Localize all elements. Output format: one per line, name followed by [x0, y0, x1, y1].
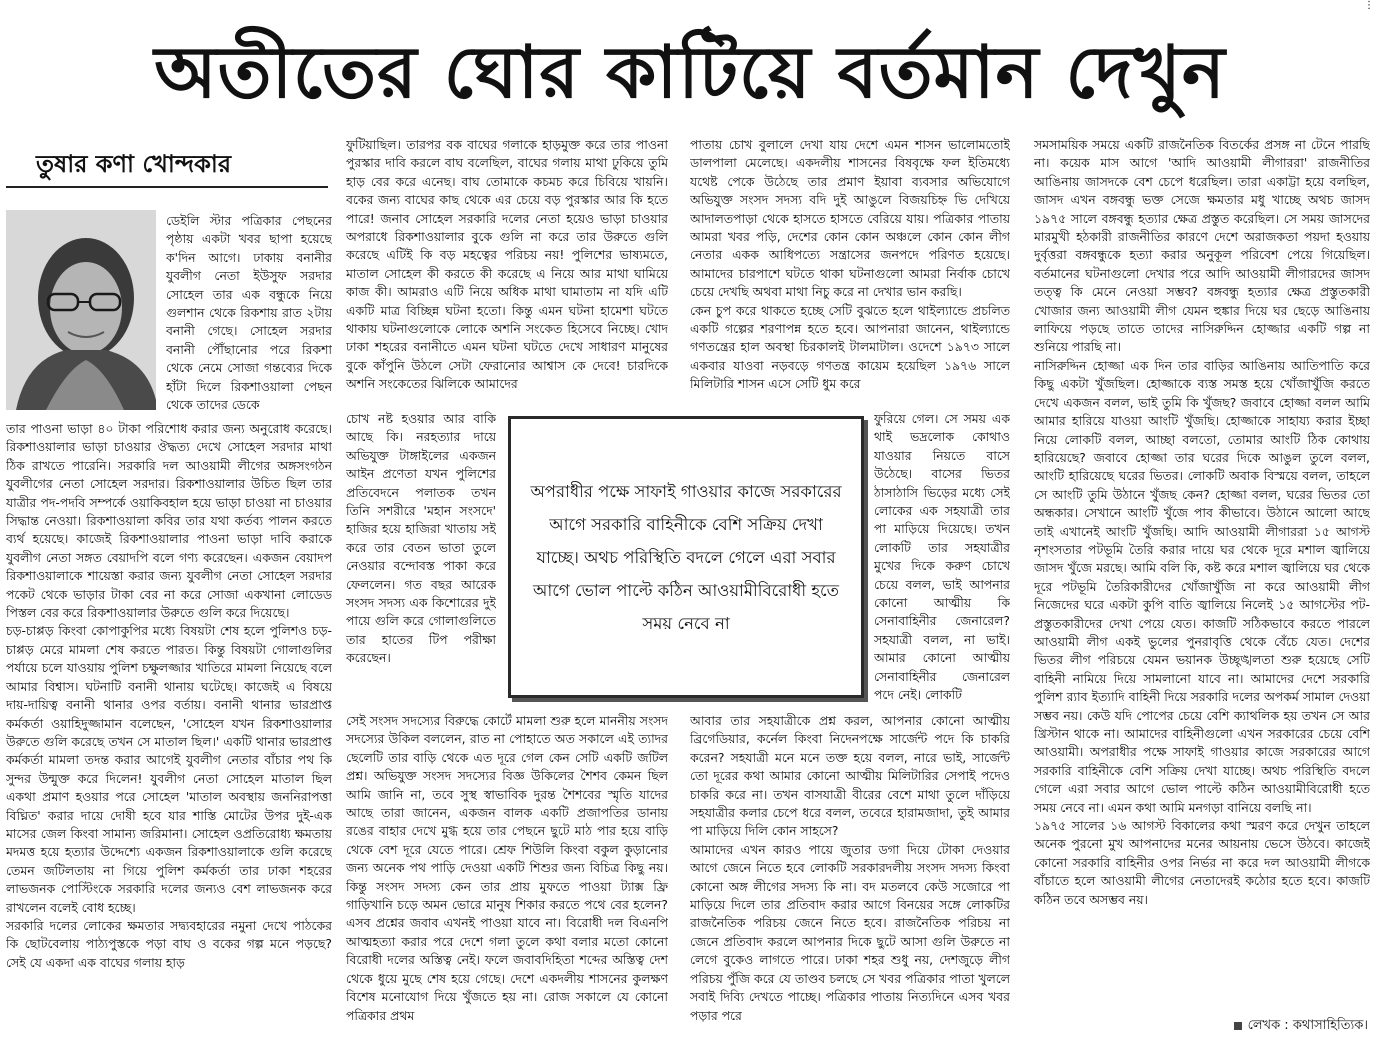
column-1-top — [166, 212, 332, 418]
headline: অতীতের ঘোর কাটিয়ে বর্তমান দেখুন — [154, 29, 1226, 114]
pull-quote-text: অপরাধীর পক্ষে সাফাই গাওয়ার কাজে সরকারের আগে সরকারি বাহিনীকে বেশি সক্রিয় দেখা যাচ্ছে। অথচ পরিস্থিতি বদলে গেলে এরা সবার আগে ভোল পাল্টে কঠিন আওয়ামীবিরোধী হতে সময় নেবে না — [530, 481, 842, 633]
column-1-bottom — [6, 420, 332, 1046]
column-3-bottom — [690, 712, 1010, 1046]
author-byline: তুষার কণা খোন্দকার — [36, 149, 232, 178]
paragraph: ফুরিয়ে গেল। সে সময় এক থাই ভদ্রলোক কোথাও যাওয়ার নিয়তে বাসে উঠেছে। বাসের ভিতর ঠাসাঠাসি ভিড়ের মধ্যে সেই লোকের এক সহযাত্রী তার পা মাড়িয়ে দিয়েছে। তখন লোকটি তার সহযাত্রীর মুখের দিকে করুণ চোখে চেয়ে বলল, ভাই আপনার কোনো আত্মীয় কি সেনাবাহিনীর জেনারেল? সহযাত্রী বলল, না ভাই। আমার কোনো আত্মীয় সেনাবাহিনীর জেনারেল পদে নেই। লোকটি — [874, 411, 1010, 703]
paragraph: চড়-চাপ্পড় কিংবা কোপাকুপির মধ্যে বিষয়টা শেষ হলে পুলিশও চড়-চাপ্পড় মেরে মামলা শেষ করতে পারত। কিন্তু বিষয়টা গোলাগুলির পর্যায়ে চলে যাওয়ায় পুলিশ চক্ষুলজ্জার খাতিরে মামলা নিয়েছে বলে আমার বিশ্বাস। ঘটনাটি বনানী থানায় ঘটেছে। কাজেই এ বিষয়ে দায়-দায়িত্ব বনানী থানার ওপর বর্তায়। বনানী থানার ভারপ্রাপ্ত কর্মকর্তা ওয়াহিদুজ্জামান বলেছেন, 'সোহেল যখন রিকশাওয়ালার উরুতে গুলি করেছে তখন সে মাতাল ছিল।' একটি থানার ভারপ্রাপ্ত কর্মকর্তা মামলা তদন্ত করার আগেই যুবলীগ নেতার বাঁচার পথ কি সুন্দর উন্মুক্ত করে দিলেন! যুবলীগ নেতা সোহেল মাতাল ছিল একথা প্রমাণ হওয়ার পরে সোহেল 'মাতাল অবস্থায় জননিরাপত্তা বিঘ্নিত' করার দায়ে দোষী হবে যার শাস্তি মোটের উপর দুই-এক মাসের জেল কিংবা সামান্য জরিমানা। সোহেল ওপ্রতিরোধ্য ক্ষমতায় মদমত্ত হয়ে হত্যার উদ্দেশ্যে একজন রিকশাওয়ালাকে গুলি করেছে তেমন জটিলতায় না গিয়ে পুলিশ কর্মকর্তা তার ঢাকা শহরের লাভজনক পোস্টিংকে সরকারি দলের জন্যও বেশ লাভজনক করে রাখলেন বলেই বোধ হচ্ছে। — [6, 623, 332, 915]
paragraph: আবার তার সহযাত্রীকে প্রশ্ন করল, আপনার কোনো আত্মীয় ব্রিগেডিয়ার, কর্নেল কিংবা নিদেনপক্ষে সার্জেন্ট পদে কি চাকরি করেন? সহযাত্রী মনে মনে তক্ত হয়ে বলল, নারে ভাই, সার্জেন্ট তো দূরের কথা আমার কোনো আত্মীয় মিলিটারির সেপাই পদেও চাকরি করে না। তখন বাসযাত্রী বীরের বেশে মাথা তুলে দাঁড়িয়ে সহযাত্রীর কলার চেপে ধরে বলল, তবেরে হারামজাদা, তুই আমার পা মাড়িয়ে দিলি কোন সাহসে? — [690, 713, 1010, 839]
column-3-top — [690, 136, 1010, 406]
paragraph: নাসিরুদ্দিন হোজ্জা এক দিন তার বাড়ির আঙিনায় আতিপাতি করে কিছু একটা খুঁজছিল। হোজ্জাকে ব্যস্ত সমস্ত হয়ে খোঁজাখুঁজি করতে দেখে একজন বলল, ভাই তুমি কি খুঁজছ? জবাবে হোজ্জা বলল আমি আমার হারিয়ে যাওয়া আংটি খুঁজছি। হোজ্জাকে সাহায্য করার ইচ্ছা নিয়ে লোকটি বলল, আচ্ছা বলতো, তোমার আংটি ঠিক কোথায় হারিয়েছে? জবাবে হোজ্জা তার ঘরের দিকে আঙুল তুলে বলল, আংটি হারিয়েছে ঘরের ভিতর। লোকটি অবাক বিস্ময়ে বলল, তাহলে সে আংটি তুমি উঠানে খুঁজছ কেন? হোজ্জা বলল, ঘরের ভিতর তো অন্ধকার। সেখানে আংটি খুঁজে পাব কীভাবে। উঠানে আলো আছে তাই এখানেই আংটি খুঁজছি। আদি আওয়ামী লীগাররা ১৫ আগস্ট নৃশংসতার পটভূমি তৈরি করার দায়ে ঘর থেকে দূরে মশাল জ্বালিয়ে জাসদ খুঁজে মরছে। আমি বলি কি, কষ্ট করে মশাল জ্বালিয়ে ঘর থেকে দূরে পটভূমি তৈরিকারীদের খোঁজাখুঁজি না করে আওয়ামী লীগ নিজেদের ঘরে একটা কুপি বাতি জ্বালিয়ে নিলেই ১৫ আগস্টের পট-প্রস্তুতকারীদের দেখা পেয়ে যেত। কাজটি সঠিকভাবে করতে পারলে আওয়ামী লীগ একই ভুলের পুনরাবৃত্তি থেকে বেঁচে যেত। দেশের ভিতর লীগ পরিচয়ে যেমন ভয়ানক উচ্ছৃঙ্খলতা শুরু হয়েছে সেটি বাহিনী নামিয়ে দিয়ে সামলানো যাবে না। আমাদের দেশে সরকারি পুলিশ র‍্যাব ইত্যাদি বাহিনী দিয়ে সরকারি দলের অপকর্ম সামাল দেওয়া সম্ভব নয়। কেউ যদি পোপের চেয়ে বেশি ক্যাথলিক হয় তখন সে আর খ্রিস্টান থাকে না। আমাদের বাহিনীগুলো এখন সরকারের চেয়ে বেশি আওয়ামী। অপরাধীর পক্ষে সাফাই গাওয়ার কাজে সরকারের আগে সরকারি বাহিনীকে বেশি সক্রিয় দেখা যাচ্ছে। অথচ পরিস্থিতি বদলে গেলে এরা সবার আগে ভোল পাল্টে কঠিন আওয়ামীবিরোধী হতে সময় নেবে না। এমন কথা আমি মনগড়া বানিয়ে বলছি না। — [1034, 357, 1370, 815]
byline-rule — [6, 186, 328, 188]
pull-quote-box — [508, 416, 864, 698]
paragraph: তার পাওনা ভাড়া ৪০ টাকা পরিশোধ করার জন্য অনুরোধ করেছে। রিকশাওয়ালার ভাড়া চাওয়ার ঔদ্ধত্য দেখে সোহেল সরদার মাথা ঠিক রাখতে পারেনি। সরকারি দল আওয়ামী লীগের অঙ্গসংগঠন যুবলীগের নেতা সোহেল সরদার। রিকশাওয়ালার উচিত ছিল তার যাত্রীর পদ-পদবি সম্পর্কে ওয়াকিবহাল হয়ে ভাড়া চাওয়া না চাওয়ার সিদ্ধান্ত নেওয়া। রিকশাওয়ালা কবির তার যথা কর্তব্য পালন করতে ব্যর্থ হয়েছে। কাজেই রিকশাওয়ালার পাওনা ভাড়া দাবি করাকে যুবলীগ নেতা সঙ্গত বেয়াদপি বলে গণ্য করেছেন। একজন বেয়াদপ রিকশাওয়ালাকে শায়েস্তা করার জন্য যুবলীগ নেতা সোহেল সরদার পকেট থেকে ভাড়ার টাকা বের না করে সোজা একখানা লোডেড পিস্তল বের করে রিকশাওয়ালার উরুতে গুলি করে দিয়েছে। — [6, 421, 332, 621]
paragraph: আমাদের এখন কারও পায়ে জুতার ডগা দিয়ে টোকা দেওয়ার আগে জেনে নিতে হবে লোকটি সরকারদলীয় সংসদ সদস্য কিংবা কোনো অঙ্গ লীগের সদস্য কি না। বদ মতলবে কেউ সজোরে পা মাড়িয়ে দিলে তার প্রতিবাদ করার আগে বিনয়ের সঙ্গে লোকটির রাজনৈতিক পরিচয় জেনে নিতে হবে। রাজনৈতিক পরিচয় না জেনে প্রতিবাদ করলে আপনার দিকে ছুটে আসা গুলি উরুতে না লেগে বুকেও লাগতে পারে। ঢাকা শহর শুধু নয়, দেশজুড়ে লীগ পরিচয় পুঁজি করে যে তাণ্ডব চলছে সে খবর পত্রিকার পাতা খুললে সবাই দিব্যি দেখতে পাচ্ছে। পত্রিকার পাতায় নিত্যদিনে এসব খবর পড়ার পরে — [690, 841, 1010, 1023]
column-2-bottom — [346, 712, 668, 1046]
paragraph: সমসাময়িক সময়ে একটি রাজনৈতিক বিতর্কের প্রসঙ্গ না টেনে পারছি না। কয়েক মাস আগে 'আদি আওয়ামী লীগাররা' রাজনীতির আঙিনায় জাসদকে বেশ চেপে ধরেছিল। তারা একাট্টা হয়ে বলছিল, জাসদ এখন বঙ্গবন্ধু ভক্ত সেজে ক্ষমতার মধু খাচ্ছে অথচ জাসদ ১৯৭৫ সালে বঙ্গবন্ধু হত্যার ক্ষেত্র প্রস্তুত করেছিল। সে সময় জাসদের মারমুখী হঠকারী রাজনীতির কারণে দেশে অরাজকতা পয়দা হওয়ায় দুর্বৃত্তরা বঙ্গবন্ধুকে হত্যা করার অনুকূল পরিবেশ পেয়ে গিয়েছিল। বর্তমানের ঘটনাগুলো দেখার পরে আদি আওয়ামী লীগারদের জাসদ তত্ত্ব কি মেনে নেওয়া সম্ভব? বঙ্গবন্ধু হত্যার ক্ষেত্র প্রস্তুতকারী খোজার জন্য আওয়ামী লীগ যেমন হুঙ্কার দিয়ে ঘর ছেড়ে আঙিনায় লাফিয়ে পড়ছে তাতে তাদের নাসিরুদ্দিন হোজ্জার একটি গল্প না শুনিয়ে পারছি না। — [1034, 137, 1370, 355]
page-corner-mark: ⋮ — [1364, 0, 1374, 11]
paragraph: কেন চুপ করে থাকতে হচ্ছে সেটি বুঝতে হলে থাইল্যান্ডে প্রচলিত একটি গল্পের শরণাপন্ন হতে হবে। আপনারা জানেন, থাইল্যান্ডে গণতন্ত্রের হাল অবস্থা চিরকালই টালমাটাল। ওদেশে ১৯৭৩ সালে একবার যাওবা নড়বড়ে গণতন্ত্র কায়েম হয়েছিল ১৯৭৬ সালে মিলিটারি শাসন এসে সেটি ধুম করে — [690, 302, 1010, 392]
column-3-middle — [874, 410, 1010, 710]
paragraph: পাতায় চোখ বুলালে দেখা যায় দেশে এমন শাসন ভালোমতোই ডালপালা মেলেছে। একদলীয় শাসনের বিষবৃক্ষে ফল ইতিমধ্যে যথেষ্ট পেকে উঠেছে তার প্রমাণ ইয়াবা ব্যবসার অভিযোগে অভিযুক্ত সংসদ সদস্য বদি দুই আঙুলে বিজয়চিহ্ন ভি দেখিয়ে আদালতপাড়া থেকে হাসতে হাসতে বেরিয়ে যায়। পত্রিকার পাতায় আমরা খবর পড়ি, দেশের কোন কোন অঞ্চলে কোন কোন লীগ নেতার একক আধিপত্যে সন্ত্রাসের জনপদে পরিণত হয়েছে। আমাদের চারপাশে ঘটতে থাকা ঘটনাগুলো আমরা নির্বাক চোখে চেয়ে দেখছি অথবা মাথা নিচু করে না দেখার ভান করছি। — [690, 137, 1010, 300]
paragraph: সেই সংসদ সদস্যের বিরুদ্ধে কোর্টে মামলা শুরু হলে মাননীয় সংসদ সদস্যের উকিল বললেন, রাত না পোহাতে অত সকালে এই ত্যাদর ছেলেটি তার বাড়ি থেকে এত দূরে গেল কেন সেটি একটি জটিল প্রশ্ন। অভিযুক্ত সংসদ সদস্যের বিজ্ঞ উকিলের শৈশব কেমন ছিল আমি জানি না, তবে সুস্থ স্বাভাবিক দুরন্ত শৈশবের স্মৃতি যাদের আছে তারা জানেন, একজন বালক একটি প্রজাপতির ডানায় রঙের বাহার দেখে মুগ্ধ হয়ে তার পেছনে ছুটে মাঠ পার হয়ে বাড়ি থেকে বেশ দূরে যেতে পারে। শ্রেফ শিউলি কিংবা বকুল কুড়ানোর জন্য অনেক পথ পাড়ি দেওয়া একটি শিশুর জন্য বিচিত্র কিছু নয়। কিন্তু সংসদ সদস্য কেন তার প্রায় মুফতে পাওয়া ট্যাক্স ফ্রি গাড়িখানি চড়ে অমন ভোরে মানুষ শিকার করতে পথে বের হলেন? এসব প্রশ্নের জবাব এখনই পাওয়া যাবে না। বিরোধী দল বিএনপি আত্মহত্যা করার পরে দেশে গলা তুলে কথা বলার মতো কোনো বিরোধী দলের অস্তিত্ব নেই। ফলে জবাবদিহিতা শব্দের অস্তিত্ব দেশ থেকে ধুয়ে মুছে শেষ হয়ে গেছে। দেশে একদলীয় শাসনের কুলক্ষণ বিশেষ মনোযোগ দিয়ে খুঁজতে হয় না। রোজ সকালে যে কোনো পত্রিকার প্রথম — [346, 713, 668, 1023]
author-portrait — [6, 210, 156, 410]
author-credit — [1234, 1016, 1368, 1036]
column-2-top — [346, 136, 668, 406]
author-credit-text: লেখক : কথাসাহিত্যিক। — [1247, 1018, 1368, 1033]
column-4 — [1034, 136, 1370, 1012]
paragraph: চোখ নষ্ট হওয়ার আর বাকি আছে কি। নরহত্যার দায়ে অভিযুক্ত টাঙ্গাইলের একজন আইন প্রণেতা যখন পুলিশের প্রতিবেদনে পলাতক তখন তিনি সশরীরে 'মহান সংসদে' হাজির হয়ে হাজিরা খাতায় সই করে তার বেতন ভাতা তুলে নেওয়ার বন্দোবস্ত পাকা করে ফেললেন। গত বছর আরেক সংসদ সদস্য এক কিশোরের দুই পায়ে গুলি করে গোলাগুলিতে তার হাতের টিপ পরীক্ষা করেছেন। — [346, 411, 496, 666]
paragraph: ডেইলি স্টার পত্রিকার পেছনের পৃষ্ঠায় একটা খবর ছাপা হয়েছে ক'দিন আগে। ঢাকায় বনানীর যুবলীগ নেতা ইউসুফ সরদার সোহেল তার এক বন্ধুকে নিয়ে গুলশান থেকে রিকশায় রাত ২টায় বনানী গেছে। সোহেল সরদার বনানী পৌঁছানোর পরে রিকশা থেকে নেমে সোজা গন্তব্যের দিকে হাঁটা দিলে রিকশাওয়ালা পেছন থেকে তাদের ডেকে — [166, 213, 332, 413]
square-bullet-icon — [1234, 1022, 1242, 1030]
paragraph: ১৯৭৫ সালের ১৬ আগস্ট বিকালের কথা স্মরণ করে দেখুন তাহলে অনেক পুরনো মুখ আপনাদের মনের আয়নায় ভেসে উঠবে। কাজেই কোনো সরকারি বাহিনীর ওপর নির্ভর না করে দল আওয়ামী লীগকে বাঁচাতে হলে আওয়ামী লীগের নেতাদেরই কঠোর হতে হবে। কাজটি কঠিন তবে অসম্ভব নয়। — [1034, 818, 1370, 907]
paragraph: ফুটিয়াছিল। তারপর বক বাঘের গলাকে হাড়মুক্ত করে তার পাওনা পুরস্কার দাবি করলে বাঘ বলেছিল, বাঘের গলায় মাথা ঢুকিয়ে তুমি হাড় বের করে এনেছ। বাঘ তোমাকে কচমচ করে চিবিয়ে খায়নি। বকের জন্য বাঘের কাছ থেকে এর চেয়ে বড় পুরস্কার আর কি হতে পারে! জনাব সোহেল সরকারি দলের নেতা হয়েও ভাড়া চাওয়ার অপরাধে রিকশাওয়ালার বুকে গুলি না করে তার উরুতে গুলি করেছে এটিই কি বড় মহত্বের পরিচয় নয়! পুলিশের ভাষ্যমতে, মাতাল সোহেল কী করতে কী করেছে এ নিয়ে আর মাথা ঘামিয়ে কাজ কী। আমরাও এটি নিয়ে অধিক মাথা ঘামাতাম না যদি এটি একটি মাত্র বিচ্ছিন্ন ঘটনা হতো। কিন্তু এমন ঘটনা হামেশা ঘটতে থাকায় ঘটনাগুলোকে লোকে অশনি সংকেত হিসেবে নিচ্ছে। খোদ ঢাকা শহরের বনানীতে এমন ঘটনা ঘটতে দেখে সাধারণ মানুষের বুকে কাঁপুনি উঠলে সেটা ফেরানোর আশ্বাস কে দেবে! চারদিকে অশনি সংকেতের ঝিলিকে আমাদের — [346, 137, 668, 392]
paragraph: সরকারি দলের লোকের ক্ষমতার সদ্ব্যবহারের নমুনা দেখে পাঠকের কি ছোটবেলায় পাঠ্যপুস্তকে পড়া বাঘ ও বকের গল্প মনে পড়ছে? সেই যে একদা এক বাঘের গলায় হাড় — [6, 917, 332, 970]
column-2-middle — [346, 410, 496, 710]
